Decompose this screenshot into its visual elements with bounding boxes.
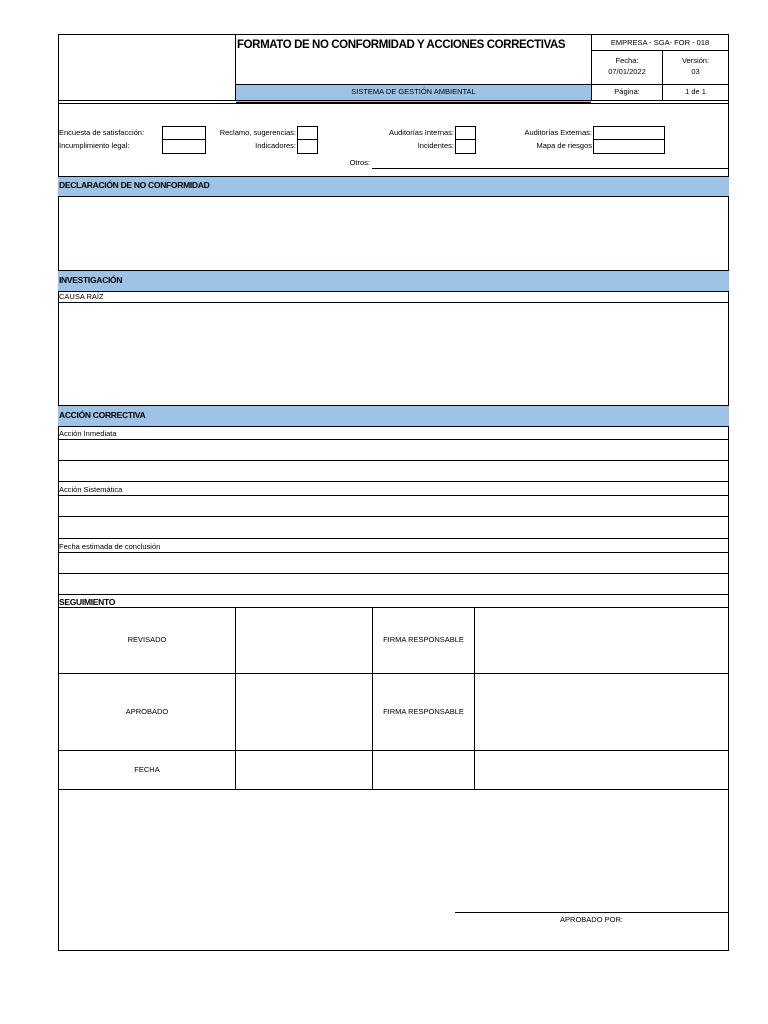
fecha-conclusion-field-1[interactable]	[59, 553, 728, 573]
indicadores-checkbox[interactable]	[297, 139, 318, 154]
accion-inmediata-label: Acción Inmediata	[59, 429, 117, 438]
fecha-conclusion-field-2[interactable]	[59, 574, 728, 594]
accion-inmediata-field-2[interactable]	[59, 461, 728, 481]
fecha-field[interactable]	[236, 751, 372, 789]
date-label: Fecha:	[615, 56, 639, 65]
firma-responsable-1-field[interactable]	[475, 608, 728, 673]
mapa-riesgos-label: Mapa de riesgos	[536, 141, 592, 150]
approval-signature-field[interactable]	[455, 880, 728, 912]
otros-field[interactable]	[372, 168, 728, 169]
revisado-label: REVISADO	[127, 635, 167, 644]
accion-sistematica-field-1[interactable]	[59, 496, 728, 516]
fecha-label: FECHA	[134, 765, 160, 774]
aprobado-por-label: APROBADO POR:	[560, 915, 623, 924]
causa-raiz-field[interactable]	[59, 303, 728, 405]
revisado-field[interactable]	[236, 608, 372, 673]
accion-inmediata-field-1[interactable]	[59, 440, 728, 460]
seguimiento-heading: SEGUIMIENTO	[59, 597, 116, 607]
accion-correctiva-heading: ACCIÓN CORRECTIVA	[59, 410, 146, 420]
version-value: 03	[691, 67, 700, 76]
declaracion-field[interactable]	[59, 196, 728, 270]
document-code: EMPRESA - SGA- FOR - 018	[610, 38, 710, 47]
header-page-line	[591, 84, 728, 85]
date-value: 07/01/2022	[608, 67, 646, 76]
accion-inmediata-line-3	[58, 481, 729, 482]
otros-label: Otros:	[349, 158, 370, 167]
auditorias-externas-label: Auditorías Externas:	[524, 128, 592, 137]
incidentes-checkbox[interactable]	[455, 139, 476, 154]
causa-raiz-label: CAUSA RAÍZ	[59, 292, 104, 301]
aprobado-field[interactable]	[236, 674, 372, 750]
declaracion-heading: DECLARACIÓN DE NO CONFORMIDAD	[59, 180, 210, 190]
seguimiento-bottom-line	[58, 789, 729, 790]
indicadores-label: Indicadores:	[255, 141, 296, 150]
aprobado-label: APROBADO	[125, 707, 169, 716]
firma-responsable-2-field[interactable]	[475, 674, 728, 750]
form-frame	[58, 34, 729, 951]
fecha-conclusion-label: Fecha estimada de conclusión	[59, 542, 161, 551]
form-title: FORMATO DE NO CONFORMIDAD Y ACCIONES CORRECTIVAS	[237, 39, 566, 51]
accion-sistematica-field-2[interactable]	[59, 517, 728, 538]
fecha-extra-field[interactable]	[373, 751, 728, 789]
version-label: Versión:	[681, 56, 710, 65]
header-bottom-line	[58, 100, 729, 101]
firma-responsable-1-label: FIRMA RESPONSABLE	[383, 635, 464, 644]
approval-signature-line	[455, 912, 728, 913]
accion-sistematica-line-3	[58, 538, 729, 539]
reclamo-label: Reclamo, sugerencias:	[219, 128, 296, 137]
investigacion-heading: INVESTIGACIÓN	[59, 275, 123, 285]
header-double-line	[58, 103, 729, 104]
fecha-conclusion-line-3	[58, 594, 729, 595]
encuesta-label: Encuesta de satisfacción:	[59, 128, 145, 137]
header-code-line	[591, 50, 728, 51]
auditorias-internas-label: Auditorías Internas:	[388, 128, 454, 137]
system-title: SISTEMA DE GESTIÓN AMBIENTAL	[351, 87, 476, 96]
page-label: Página:	[614, 87, 640, 96]
incidentes-label: Incidentes:	[417, 141, 454, 150]
investigacion-band	[58, 270, 729, 292]
firma-responsable-2-label: FIRMA RESPONSABLE	[383, 707, 464, 716]
accion-sistematica-label: Acción Sistemática	[59, 485, 123, 494]
accion-correctiva-band	[58, 405, 729, 427]
mapa-riesgos-checkbox[interactable]	[593, 139, 665, 154]
page-value: 1 de 1	[685, 87, 706, 96]
incumplimiento-label: Incumplimiento legal:	[59, 141, 130, 150]
